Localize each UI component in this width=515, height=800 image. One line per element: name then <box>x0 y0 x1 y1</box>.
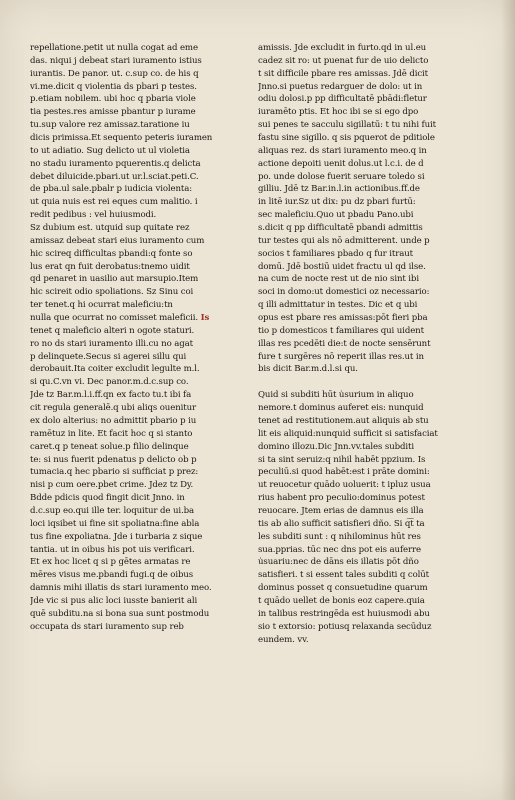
text-line: ut reuocetur quādo uoluerit: t ipluz usua <box>258 480 431 491</box>
text-line: Sz dubium est. utquid sup quitate rez <box>30 223 190 234</box>
text-line: occupata ds stari iuramento sup reb <box>30 621 184 632</box>
text-line: domū. Jdē bostiū uidet fractu ul qd ilse. <box>258 261 426 272</box>
text-line: ex dolo alterius: no admittit pbario p iu <box>30 415 197 426</box>
text-line: p delinquete.Secus si agerei sillu qui <box>30 351 187 362</box>
text-line: si qu.C.vn vi. Dec panor.m.d.c.sup co. <box>30 377 189 388</box>
text-line: d.c.sup eo.qui ille ter. loquitur de ui.ba <box>30 505 194 516</box>
text-line: t quādo uellet de bonis eoz capere.quia <box>258 595 425 606</box>
text-line: q illi admittatur in testes. Dic et q ubi <box>258 300 418 311</box>
text-line: illas res pcedēti die:t de nocte sensērunt <box>258 338 431 349</box>
text-line: das. niqui j debeat stari iuramento istius <box>30 55 202 66</box>
text-line: cadez sit ro: ut puenat fur de uio delicto <box>258 55 429 66</box>
text-line: p.etiam nobilem. ubi hoc q pbaria viole <box>30 94 196 105</box>
text-line: u̇suariu:nec de dāns eis illatis pōt dño <box>258 557 419 568</box>
rubric-mark: Is <box>200 313 210 324</box>
text-line: bis dicit Bar.m.d.l.si qu. <box>258 364 358 375</box>
text-line: ter tenet.q hi ocurrat maleficiu:tn <box>30 300 173 311</box>
text-line: tia pestes.res amisse pbantur p iurame <box>30 107 196 118</box>
text-line: Jde tz Bar.m.l.i.ff.qn ex facto tu.t ibi fa <box>30 390 192 401</box>
text-line: to ut adiatio. Sug delicto ut ul violetia <box>30 145 190 156</box>
text-line: te: si nus fuerit pdenatus p delicto ob p <box>30 454 197 465</box>
text-line: amissis. Jde excludit in furto.qd in ul.eu <box>258 43 427 53</box>
text-line: loci iqsibet ui fine sit spoliatna:fine abla <box>30 518 200 529</box>
text-line: Bdde pdicis quod fingit dicit Jnno. in <box>30 493 185 504</box>
text-line: na cum de nocte rest ut de nio sint ibi <box>258 274 419 285</box>
text-line: soci in domo:ut domestici oz necessario: <box>258 287 430 298</box>
text-line: sua.pprias. tūc nec dns pot eis auferre <box>258 544 421 555</box>
text-line: ut quia nuis est rei eques cum malitio. i <box>30 197 198 208</box>
text-line: derobauit.Ita coiter excludit legulte m.l. <box>30 364 200 375</box>
text-line: actione depoiti uenit dolus.ut l.c.i. de d <box>258 158 424 169</box>
text-line: debet diluicide.pbari.ut ur.l.sciat.peti.C. <box>30 171 199 182</box>
text-line <box>258 376 470 389</box>
text-line: no stadu iuramento pquerentis.q delicta <box>30 158 201 169</box>
text-line: reuocare. Jtem erias de damnus eis illa <box>258 505 424 516</box>
text-line: tus fine expoliatna. Jde i turbaria z sique <box>30 531 203 542</box>
text-line: redit pedibus : vel huiusmodi. <box>30 210 157 221</box>
text-line: dominus posset q consuetudine quarum <box>258 583 428 594</box>
text-line: lus erat qn fuit derobatus:tnemo uidit <box>30 261 190 272</box>
text-line: sui penes te sacculu sigillatū: t tu nihi fuit <box>258 120 436 131</box>
text-line: sec maleficiu.Quo ut pbadu Pano.ubi <box>258 210 414 221</box>
text-line: tis ab alio sufficit satisfieri dño. Si q͡t ta <box>258 518 425 529</box>
text-line: tantia. ut in oibus his pot uis verificari. <box>30 544 195 555</box>
text-line: tu.sup valore rez amissaz.taratione iu <box>30 120 190 131</box>
right-text-column <box>258 42 470 646</box>
text-line: hic scireit odio spoliations. Sz Sinu coi <box>30 287 194 298</box>
text-line: socios t familiares pbado q fur itraut <box>258 248 413 259</box>
text-line: ro no ds stari iuramento illi.cu no agat <box>30 338 193 349</box>
text-line: nisi p cum oere.pbet crime. Jdez tz Dy. <box>30 480 194 491</box>
text-line: dicis primissa.Et sequento peteris iuramen <box>30 133 213 144</box>
text-line: Jde vic si pus alic loci iusste banierit ali <box>30 595 198 606</box>
text-line: odiu dolosi.p pp difficultatē pbādi:fletur <box>258 94 427 105</box>
text-line: si ta sint seruiz:q nihil habēt ppzium. Is <box>258 454 426 465</box>
text-line: de pba.ul sale.pbalr p iudicia violenta: <box>30 184 193 195</box>
text-line: damnis mihi illatis ds stari iuramento meo. <box>30 583 212 594</box>
text-line: amissaz debeat stari eius iuramento cum <box>30 235 205 246</box>
text-line: domino illozu.Dic Jnn.vv.tales subditi <box>258 441 414 452</box>
text-line: caret.q p teneat solue.p filio delinque <box>30 441 189 452</box>
text-line: aliquas rez. ds stari iuramento meo.q in <box>258 145 427 156</box>
text-line: po. unde dolose fuerit seruare toledo si <box>258 171 425 182</box>
text-line: Quid si subditi hūt u̇surium in aliquo <box>258 390 414 401</box>
text-line: ramētuz in lite. Et facit hoc q si stanto <box>30 428 193 439</box>
text-line: sio t extorsio: potiusq relaxanda secūduz <box>258 621 432 632</box>
text-line: Et ex hoc licet q si p gētes armatas re <box>30 557 191 568</box>
text-line: lit eis aliquid:nunquid sufficit si satisfaciat <box>258 428 438 439</box>
text-line: tenet ad restitutionem.aut aliquis ab stu <box>258 415 429 426</box>
text-line: in litē iur.Sz ut dix: pu dz pbari furtū: <box>258 197 416 208</box>
text-line: vi.me.dicit q violentia ds pbari p testes. <box>30 81 197 92</box>
text-line: t sit difficile pbare res amissas. Jdē dicit <box>258 68 428 79</box>
text-line: Jnno.si puetus redarguer de dolo: ut in <box>258 81 423 92</box>
text-line: cit regula generalē.q ubi aliqs ouenitur <box>30 403 196 414</box>
text-line: tur testes qui als nō admitterent. unde p <box>258 235 430 246</box>
text-line: satisfieri. t si essent tales subditi q colūt <box>258 570 430 581</box>
text-line: rius habent pro peculio:dominus potest <box>258 493 425 504</box>
text-line: fastu sine sigillo. q sis pquerot de pditiole <box>258 133 435 144</box>
text-line: tumacia.q hec pbario si sufficiat p prez: <box>30 467 199 478</box>
text-line: les subditi sunt : q nihilominus hūt res <box>258 531 421 542</box>
left-text-column <box>30 42 238 634</box>
text-line: opus est pbare res amissas:pōt fieri pba <box>258 313 428 324</box>
text-line: tio p domesticos t familiares qui uident <box>258 325 424 336</box>
text-line: eundem. vv. <box>258 634 309 645</box>
text-line: repellatione.petit ut nulla cogat ad eme <box>30 43 198 53</box>
text-line: gilliu. Jdē tz Bar.in.l.in actionibus.ff.de <box>258 184 420 195</box>
text-line: iurantis. De panor. ut. c.sup co. de his q <box>30 68 199 79</box>
text-line: peculiū.si quod habēt:est i prāte domini: <box>258 467 430 478</box>
text-line: quē subditu.na si bona sua sunt postmodu <box>30 608 210 619</box>
text-line: nulla que ocurrat no comisset maleficii. Is <box>30 313 210 324</box>
text-line: tenet q maleficio alteri n ogote staturi. <box>30 325 195 336</box>
text-line: mēres visus me.pbandi fugi.q de oibus <box>30 570 194 581</box>
text-line: qd penaret in uasilio aut marsupio.Item <box>30 274 199 285</box>
text-line: fure t surgēres nō reperit illas res.ut in <box>258 351 424 362</box>
text-line: in talibus restringēda est huiusmodi abu <box>258 608 430 619</box>
text-line: s.dicit q pp difficultatē pbandi admittis <box>258 223 423 234</box>
text-line: nemore.t dominus auferet eis: nunquid <box>258 403 424 414</box>
text-line: hic scireq difficultas pbandi:q fonte so <box>30 248 193 259</box>
text-line: iuramēto ptis. Et hoc ibi se si ego dpo <box>258 107 419 118</box>
